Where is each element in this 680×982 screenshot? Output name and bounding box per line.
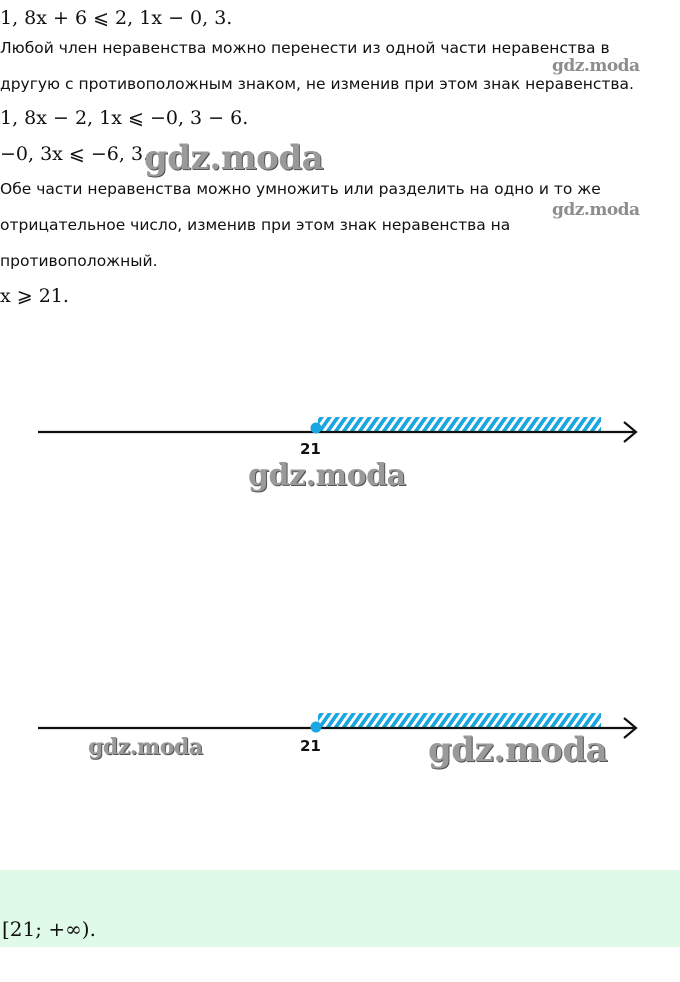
rule-text-transfer-line-1: Любой член неравенства можно перенести из одной части неравенства в (0, 39, 610, 57)
rule-text-divide-line-2: отрицательное число, изменив при этом знак неравенства на (0, 216, 511, 234)
inequality-result: x ⩾ 21. (0, 285, 69, 307)
watermark-logo: gdz.moda (144, 138, 324, 178)
shaded-region (318, 417, 601, 431)
rule-text-divide-line-3: противоположный. (0, 252, 158, 270)
rule-text-divide-line-1: Обе части неравенства можно умножить или разделить на одно и то же (0, 180, 601, 198)
watermark-logo: gdz.moda (248, 458, 406, 493)
watermark-logo: gdz.moda (552, 200, 640, 220)
inequality-step-3: −0, 3x ⩽ −6, 3. (0, 143, 150, 165)
inequality-step-1: 1, 8x + 6 ⩽ 2, 1x − 0, 3. (0, 7, 233, 29)
number-line-1 (0, 405, 680, 465)
answer-text: [21; +∞). (2, 917, 96, 941)
inequality-step-2: 1, 8x − 2, 1x ⩽ −0, 3 − 6. (0, 107, 249, 129)
watermark-logo: gdz.moda (552, 56, 640, 76)
point-marker (311, 423, 322, 434)
point-label: 21 (300, 440, 321, 458)
shaded-region (318, 713, 601, 727)
rule-text-transfer-line-2: другую с противоположным знаком, не изменив при этом знак неравенства. (0, 75, 634, 93)
point-marker (311, 722, 322, 733)
watermark-logo: gdz.moda (88, 734, 203, 760)
point-label: 21 (300, 737, 321, 755)
watermark-logo: gdz.moda (428, 730, 608, 770)
answer-box (0, 870, 680, 947)
